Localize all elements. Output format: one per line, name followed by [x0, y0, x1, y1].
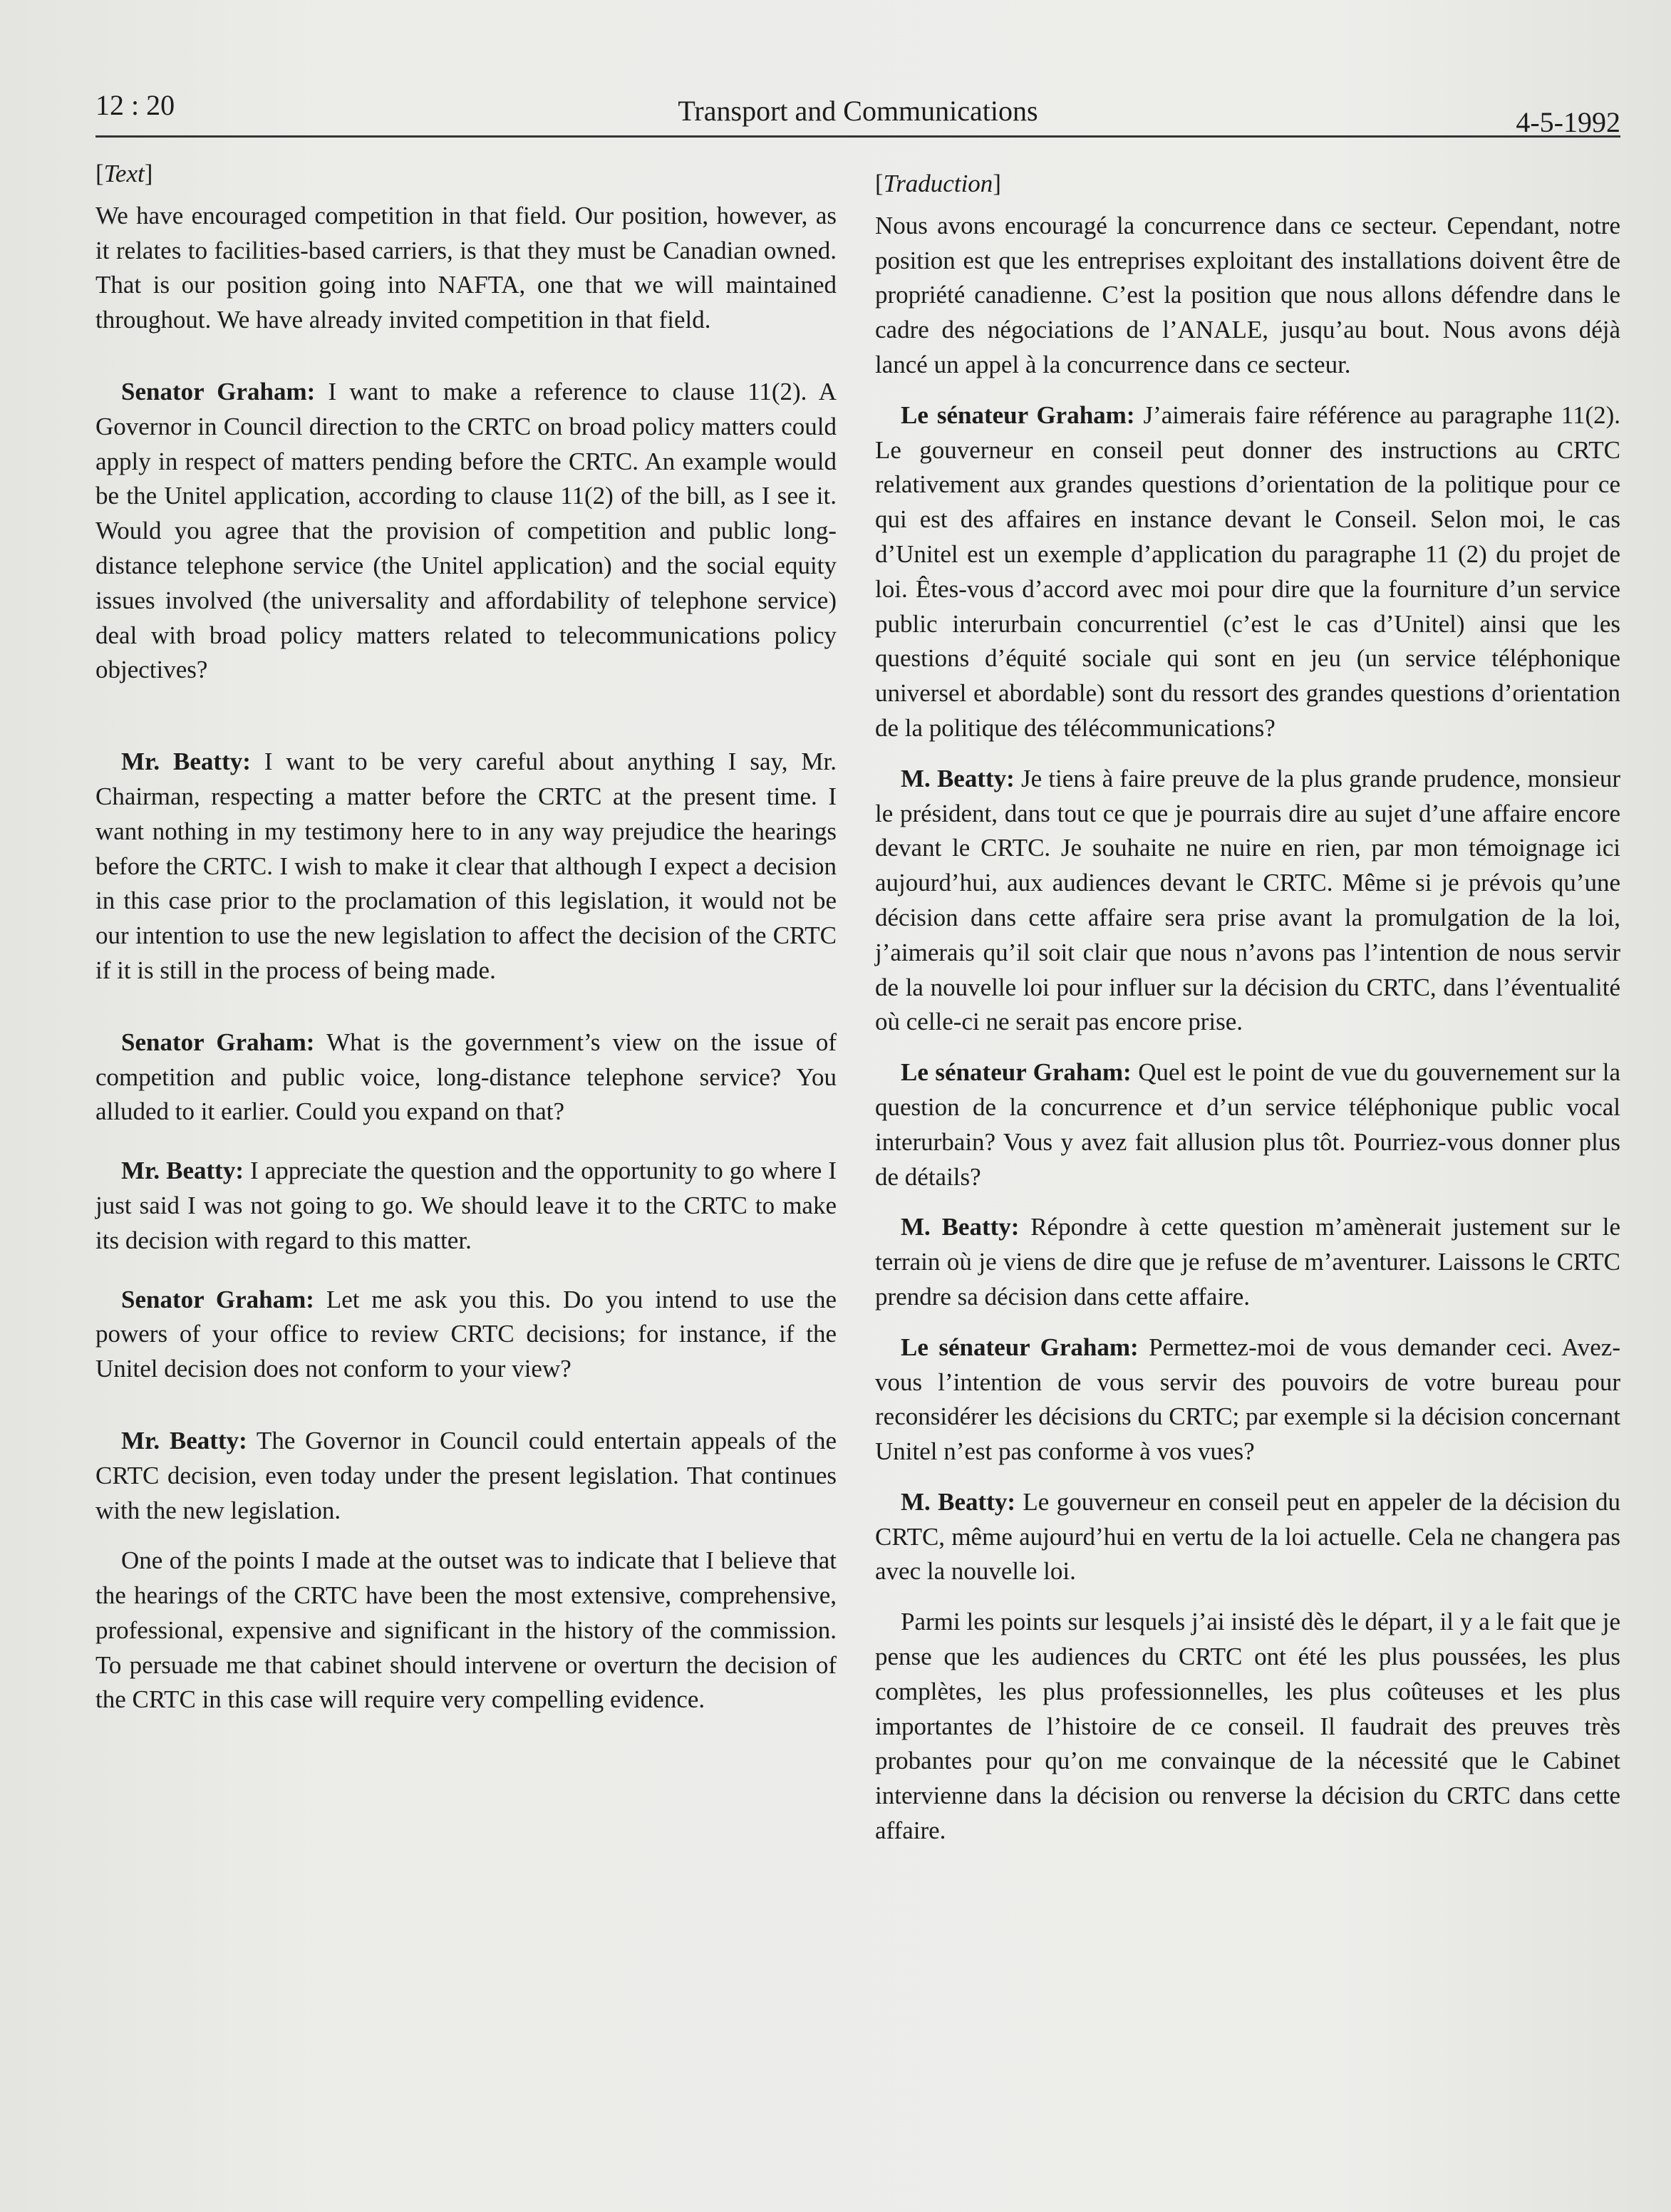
speech-text: Let me ask you this. Do you intend to use the powers of your office to review CRTC decisions; for instance, if the Unitel decision does not conform to your view?: [95, 1285, 837, 1383]
english-column: [95, 157, 837, 1717]
speaker-name: Le sénateur Graham:: [901, 1058, 1132, 1087]
speaker-name: Senator Graham:: [121, 377, 316, 405]
speaker-name: Le sénateur Graham:: [901, 400, 1135, 429]
speech-paragraph: [875, 762, 1620, 1040]
speech-text: Répondre à cette question m’amènerait justement sur le terrain où je viens de dire que je refuse de m’aventurer. Laissons le CRTC prendre sa décision dans cette affaire.: [875, 1213, 1620, 1311]
speech-paragraph: [95, 745, 837, 988]
speech-paragraph: [95, 1424, 837, 1528]
paragraph: Nous avons encouragé la concurrence dans ce secteur. Cependant, notre position est que les entreprises exploitant des installations doivent être de propriété canadienne. C’est la position que nous allons défendre dans le cadre des négociations de l’ANALE, jusqu’au bout. Nous avons déjà lancé un appel à la concurrence dans ce secteur.: [875, 211, 1620, 378]
speech-text: J’aimerais faire référence au paragraphe 11(2). Le gouverneur en conseil peut donner des instructions au CRTC relativement aux grandes questions d’orientation de la politique pour ce qui est des affaires en instance devant le Conseil. Selon moi, le cas d’Unitel est un exemple d’application du paragraphe 11 (2) du projet de loi. Êtes-vous d’accord avec moi pour dire que la fourniture d’un service public interurbain concurrentiel (c’est le cas d’Unitel) ainsi que les questions d’équité sociale qui sont en jeu (un service téléphonique universel et abordable) sont du ressort des grandes questions d’orientation de la politique des télécommunications?: [875, 400, 1621, 742]
speech-text: The Governor in Council could entertain appeals of the CRTC decision, even today under the present legislation. That continues with the new legislation.: [95, 1426, 837, 1524]
speech-paragraph: [95, 375, 837, 688]
speaker-name: Senator Graham:: [121, 1285, 314, 1313]
speaker-name: M. Beatty:: [901, 1213, 1020, 1241]
speech-paragraph: [95, 1154, 837, 1258]
speaker-name: Mr. Beatty:: [121, 748, 251, 776]
paragraph: One of the points I made at the outset was to indicate that I believe that the hearings of the CRTC have been the most extensive, comprehensive, professional, expensive and significant in the history of the commission. To persuade me that cabinet should intervene or overturn the decision of the CRTC in this case will require very compelling evidence.: [95, 1546, 837, 1714]
speaker-name: Mr. Beatty:: [121, 1426, 247, 1454]
french-column: [875, 167, 1620, 1849]
speech-text: I want to make a reference to clause 11(2). A Governor in Council direction to the CRTC on broad policy matters could apply in respect of matters pending before the CRTC. An example would be the Unitel application, according to clause 11(2) of the bill, as I see it. Would you agree that the provision of competition and public long-distance telephone service (the Unitel application) and the social equity issues involved (the universality and affordability of telephone service) deal with broad policy matters related to telecommunications policy objectives?: [95, 377, 837, 684]
speech-text: I appreciate the question and the opportunity to go where I just said I was not going to go. We should leave it to the CRTC to make its decision with regard to this matter.: [95, 1157, 837, 1254]
speaker-name: Senator Graham:: [121, 1028, 315, 1056]
speech-paragraph: [875, 1330, 1620, 1469]
speech-paragraph: [875, 1210, 1620, 1314]
header-date: 4-5-1992: [1516, 106, 1620, 138]
speaker-name: M. Beatty:: [901, 1487, 1016, 1516]
speaker-name: M. Beatty:: [901, 764, 1015, 792]
page-number: 12 : 20: [95, 89, 175, 121]
speech-text: Le gouverneur en conseil peut en appeler de la décision du CRTC, même aujourd’hui en vertu de la loi actuelle. Cela ne changera pas avec la nouvelle loi.: [875, 1487, 1620, 1586]
speech-paragraph: [875, 1055, 1620, 1194]
speech-paragraph: [95, 1025, 837, 1130]
paragraph: We have encouraged competition in that field. Our position, however, as it relates to facilities-based carriers, is that they must be Canadian owned. That is our position going into NAFTA, one that we will maintained throughout. We have already invited competition in that field.: [95, 201, 837, 334]
speech-paragraph: [875, 1485, 1620, 1589]
running-title: Transport and Communications: [678, 95, 1038, 127]
language-label-text: [Text]: [95, 160, 153, 187]
speech-text: I want to be very careful about anything I say, Mr. Chairman, respecting a matter before the CRTC at the present time. I want nothing in my testimony here to in any way prejudice the hearings before the CRTC. I wish to make it clear that although I expect a decision in this case prior to the proclamation of this legislation, it would not be our intention to use the new legislation to affect the decision of the CRTC if it is still in the process of being made.: [95, 748, 837, 984]
speaker-name: Mr. Beatty:: [121, 1157, 244, 1185]
speech-paragraph: [875, 398, 1620, 746]
language-label-traduction: [Traduction]: [875, 170, 1001, 197]
speech-text: Je tiens à faire preuve de la plus grande prudence, monsieur le président, dans tout ce que je pourrais dire au sujet d’une affaire encore devant le CRTC. Je souhaite ne nuire en rien, par mon témoignage ici aujourd’hui, aux audiences devant le CRTC. Même si je prévois qu’une décision dans cette affaire sera prise avant la promulgation de la loi, j’aimerais qu’il soit clair que nous n’avons pas l’intention de nous servir de la nouvelle loi pour influer sur la décision du CRTC, dans l’éventualité où celle-ci ne serait pas encore prise.: [875, 764, 1620, 1036]
speech-text: Quel est le point de vue du gouvernement sur la question de la concurrence et d’un service téléphonique public vocal interurbain? Vous y avez fait allusion plus tôt. Pourriez-vous donner plus de détails?: [875, 1058, 1620, 1191]
speech-paragraph: [95, 1283, 837, 1387]
speech-text: Permettez-moi de vous demander ceci. Avez-vous l’intention de vous servir des pouvoirs de votre bureau pour reconsidérer les décisions du CRTC; par exemple si la décision concernant Unitel n’est pas conforme à vos vues?: [875, 1333, 1620, 1466]
paragraph: Parmi les points sur lesquels j’ai insisté dès le départ, il y a le fait que je pense que les audiences du CRTC ont été les plus poussées, les plus complètes, les plus professionnelles, les plus coûteuses et les plus importantes de l’histoire de ce conseil. Il faudrait des preuves très probantes pour qu’on me convainque de la nécessité que le Cabinet intervienne dans la décision ou renverse la décision du CRTC dans cette affaire.: [875, 1608, 1620, 1845]
speech-text: What is the government’s view on the issue of competition and public voice, long-distance telephone service? You alluded to it earlier. Could you expand on that?: [95, 1028, 837, 1126]
page-header: [95, 86, 1620, 138]
speaker-name: Le sénateur Graham:: [901, 1333, 1139, 1361]
